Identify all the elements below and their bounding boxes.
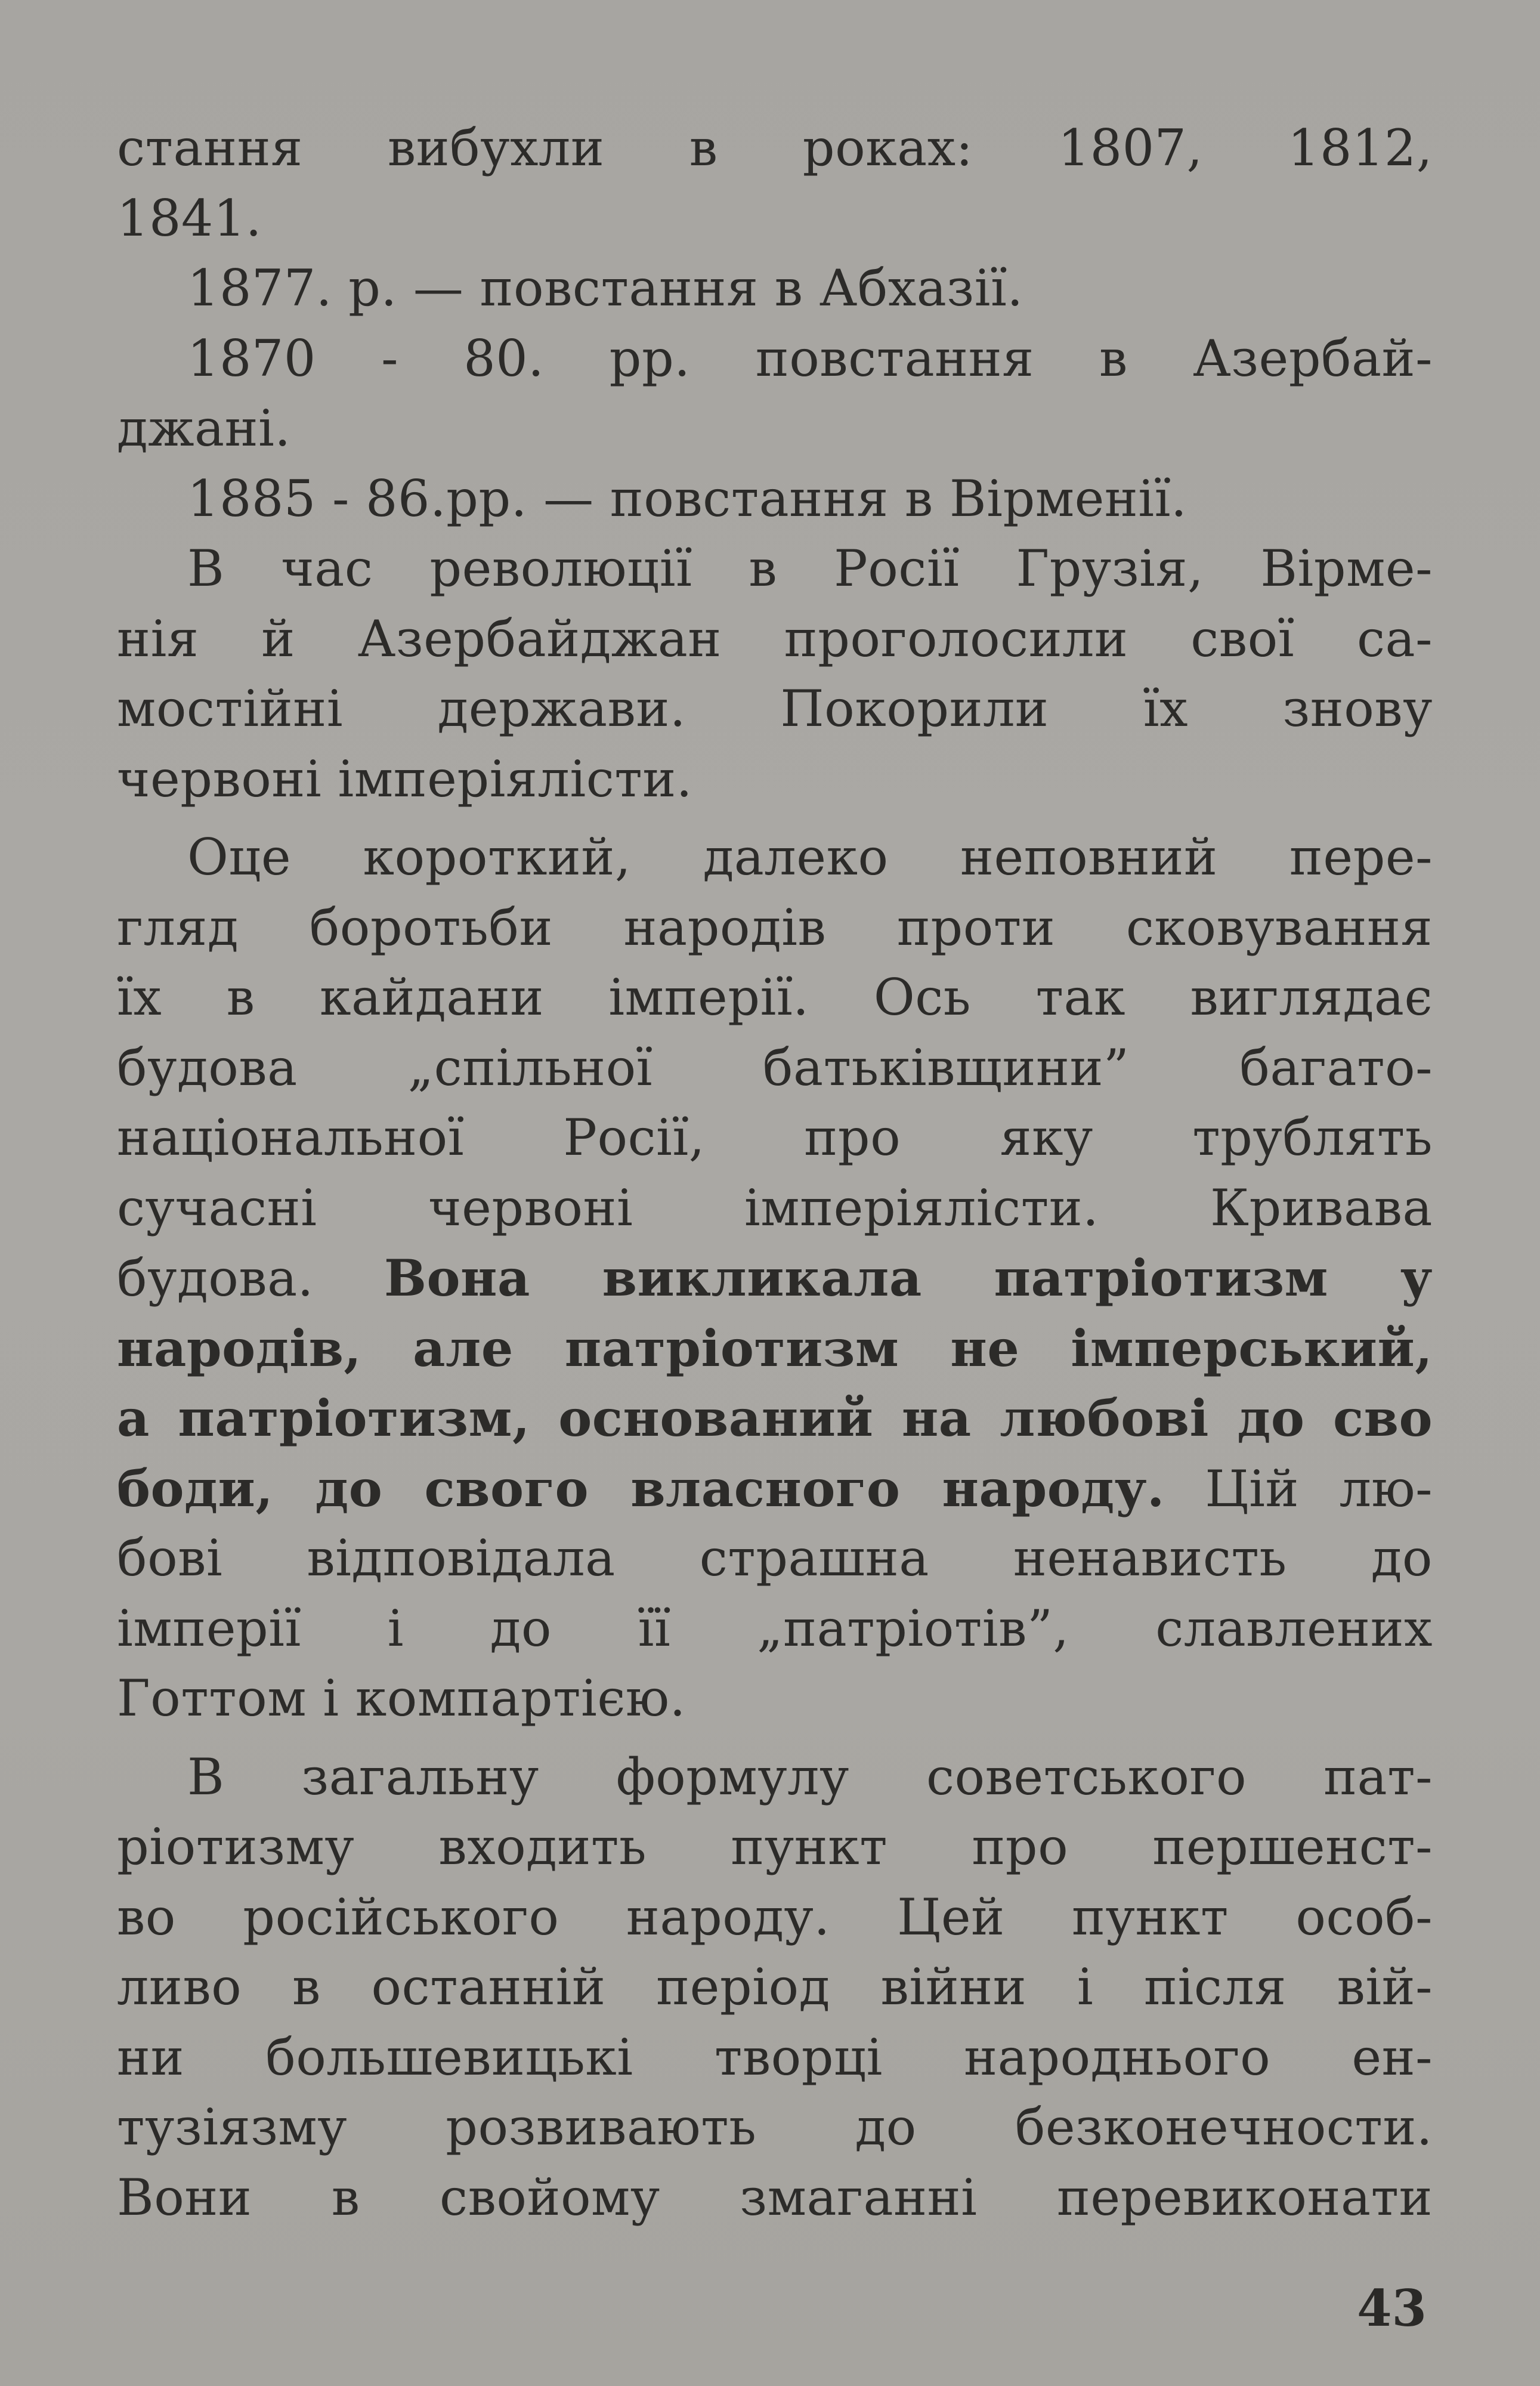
text-line: їх в кайдани імперії. Ось так виглядає	[117, 968, 1433, 1027]
text-line: В час революції в Росії Грузія, Вірме-	[187, 539, 1433, 598]
text-line: Вони в свойому змаганні перевиконати	[117, 2168, 1433, 2227]
text-line: тузіязму розвивають до безконечности.	[117, 2098, 1433, 2156]
bold-text: Вона викликала патріотизм у	[384, 1248, 1433, 1308]
text-line: 1870 - 80. рр. повстання в Азербай-	[187, 329, 1433, 388]
text-line: національної Росії, про яку трублять	[117, 1108, 1433, 1167]
text-line: 1841.	[117, 188, 262, 248]
text-line: стання вибухли в роках: 1807, 1812,	[117, 119, 1433, 177]
text-line: бові відповідала страшна ненависть до	[117, 1529, 1433, 1587]
text-line-mixed	[117, 1243, 1433, 1313]
text-line: джані.	[117, 399, 291, 458]
text-line: 1877. р. — повстання в Абхазії.	[187, 259, 1023, 317]
text-line: мостійні держави. Покорили їх знову	[117, 679, 1433, 738]
text-line: будова „спільної батьківщини” багато-	[117, 1038, 1433, 1097]
text-line: ни большевицькі творці народнього ен-	[117, 2028, 1433, 2087]
text-line: 1885 - 86.рр. — повстання в Вірменії.	[187, 469, 1188, 528]
text-line-mixed	[117, 1454, 1433, 1524]
text-line: сучасні червоні імперіялісти. Кривава	[117, 1178, 1433, 1237]
bold-text-line: а патріотизм, оснований на любові до сво	[117, 1389, 1433, 1448]
text-line: ріотизму входить пункт про першенст-	[117, 1818, 1433, 1876]
text-line: імперії і до її „патріотів”, славлених	[117, 1599, 1433, 1658]
text-line: Готтом і компартією.	[117, 1669, 686, 1727]
text-line: во російського народу. Цей пункт особ-	[117, 1887, 1433, 1946]
text-line: ливо в останній період війни і після вій-	[117, 1958, 1433, 2016]
text-line: Оце короткий, далеко неповний пере-	[187, 828, 1433, 886]
text-line: червоні імперіялісти.	[117, 749, 692, 808]
bold-text: боди, до свого власного народу.	[117, 1458, 1165, 1518]
text-line: В загальну формулу советського пат-	[187, 1747, 1433, 1806]
text-line: нія й Азербайджан проголосили свої са-	[117, 609, 1433, 668]
plain-text: Цій лю-	[1205, 1459, 1433, 1518]
bold-text-line: народів, але патріотизм не імперський,	[117, 1318, 1433, 1378]
text-line: гляд боротьби народів проти сковування	[117, 898, 1433, 957]
plain-text: будова.	[117, 1249, 314, 1308]
page-number: 43	[1357, 2279, 1427, 2338]
